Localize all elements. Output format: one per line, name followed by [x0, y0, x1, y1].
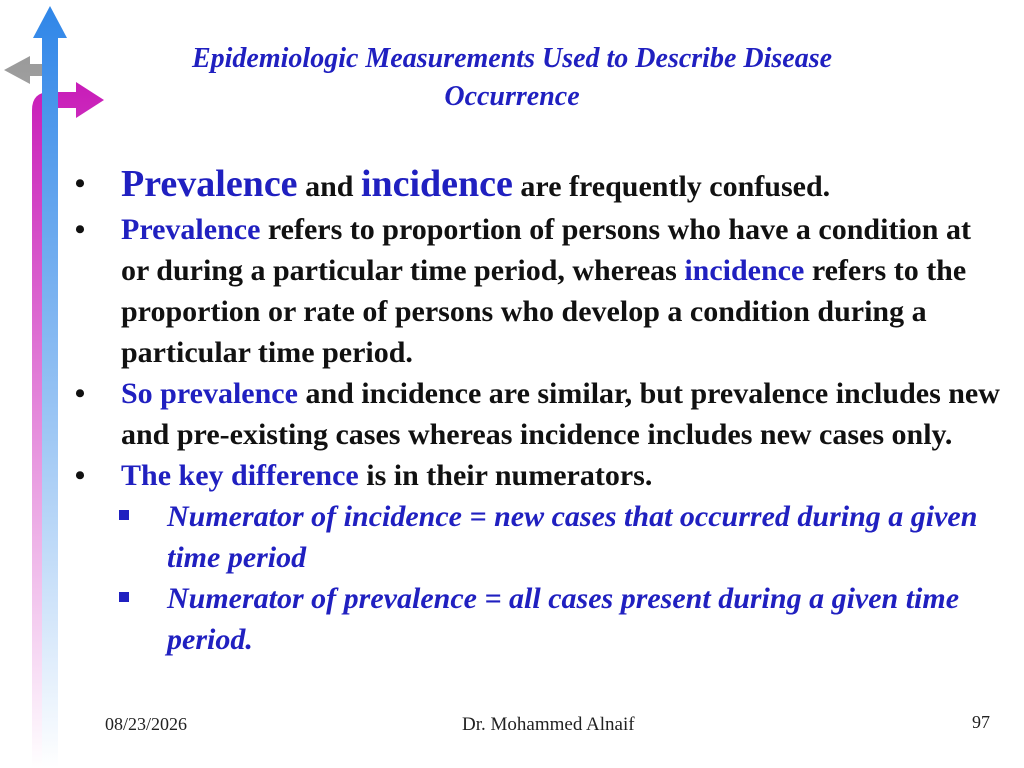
- square-bullet-icon: [119, 592, 129, 602]
- sub-bullet-item: [70, 496, 1000, 578]
- term-key-difference: The key difference: [121, 459, 359, 492]
- sub-bullet-text: Numerator of incidence = new cases that occurred during a given time period: [167, 500, 978, 574]
- bullet-icon: •: [74, 167, 86, 200]
- bullet-text: is in their numerators.: [358, 459, 653, 492]
- bullet-item: [70, 162, 1000, 209]
- footer-date: 08/23/2026: [105, 714, 188, 734]
- bullet-icon: •: [74, 459, 86, 492]
- bullet-item: [70, 373, 1000, 455]
- term-incidence: incidence: [684, 254, 805, 287]
- bullet-item: [70, 455, 1000, 496]
- bullet-text: and incidence are similar, but prevalence includes new and pre-existing cases whereas incidence includes new cases only.: [121, 377, 1000, 451]
- sub-bullet-item: [70, 578, 1000, 660]
- term-prevalence: Prevalence: [121, 163, 298, 205]
- slide-number: 97: [972, 712, 990, 732]
- term-so-prevalence: So prevalence: [121, 377, 298, 410]
- slide-title: [100, 40, 924, 116]
- bullet-text: are frequently confused.: [512, 170, 831, 203]
- term-incidence: incidence: [360, 163, 513, 205]
- title-line-2: Occurrence: [444, 81, 580, 112]
- bullet-text: refers to the proportion or rate of persons who develop a condition during a particular time period.: [121, 254, 967, 369]
- bullet-icon: •: [74, 213, 86, 246]
- bullet-list: [70, 162, 1000, 660]
- bullet-text: refers to proportion of persons who have a condition at or during a particular time period, whereas: [121, 213, 971, 287]
- footer-author: Dr. Mohammed Alnaif: [462, 714, 635, 735]
- term-prevalence: Prevalence: [121, 213, 261, 246]
- bullet-text: and: [297, 170, 361, 203]
- title-line-1: Epidemiologic Measurements Used to Describe Disease: [191, 43, 833, 74]
- bullet-item: [70, 209, 1000, 373]
- square-bullet-icon: [119, 510, 129, 520]
- sub-bullet-text: Numerator of prevalence = all cases present during a given time period.: [167, 582, 960, 656]
- bullet-icon: •: [74, 377, 86, 410]
